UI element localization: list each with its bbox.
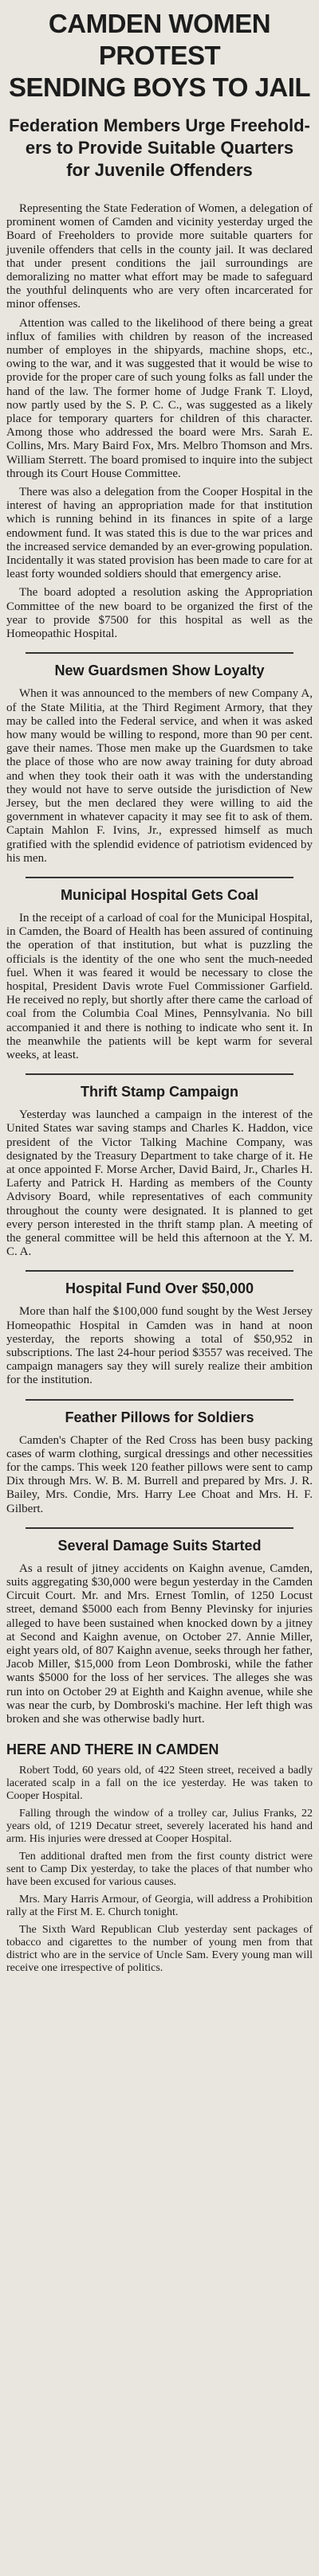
- section-heading: New Guardsmen Show Loyalty: [54, 663, 265, 679]
- headline: [6, 8, 313, 104]
- section-heading: HERE AND THERE IN CAMDEN: [6, 1741, 219, 1758]
- news-brief: The Sixth Ward Republican Club yesterday sent packages of tobacco and cigarettes to the number of young men from that district who are in the service of Uncle Sam. Every young man will receive one irrespective of politics.: [6, 1924, 313, 1975]
- section-paragraph: When it was announced to the members of new Company A, of the State Militia, at the Third Regiment Armory, that they may be called into the Federal service, and when it was asked how many would be willing to respond, more than 90 per cent. gave their names. Those men make up the Guardsmen to take the place of those who are now away training for duty abroad and when they took their oath it was with the understanding they would not have to serve outside the jurisdiction of New Jersey, but the men declared they were willing to aid the government in whatever capacity it may see fit to ask of them. Captain Mahlon F. Ivins, Jr., expressed himself as much gratified with the splendid evidence of patriotism evidenced by his men.: [6, 687, 313, 865]
- section-new-guardsmen: [6, 662, 313, 866]
- section-paragraph: More than half the $100,000 fund sought by the West Jersey Homeopathic Hospital in Camden was in hand at noon yesterday, the reports showing a total of $50,952 in subscriptions. The last 24-hour period $3557 was received. The campaign managers say they will surely realize their ambition for the institution.: [6, 1305, 313, 1387]
- news-brief: Mrs. Mary Harris Armour, of Georgia, will address a Prohibition rally at the First M. E. Church tonight.: [6, 1894, 313, 1919]
- section-heading: Several Damage Suits Started: [57, 1537, 262, 1554]
- deck-line-2: ers to Provide Suitable Quarters: [25, 138, 294, 158]
- news-brief: Falling through the window of a trolley car, Julius Franks, 22 years old, of 1219 Decatur street, severely lacerated his hand and arm. His injuries were dressed at Cooper Hospital.: [6, 1808, 313, 1846]
- section-paragraph: In the receipt of a carload of coal for the Municipal Hospital, in Camden, the Board of Health has been assured of continuing the operation of that institution, but what is puzzling the officials is the identity of the one who sent the much-needed fuel. When it was feared it would be necessary to close the hospital, President Davis wrote Fuel Commissioner Garfield. He received no reply, but shortly after there came the carload of coal from the Columbia Coal Mines, Pennsylvania. No bill accompanied it and there is nothing to indicate who sent it. In the meanwhile the patients will be kept warm for several weeks, at least.: [6, 911, 313, 1061]
- section-hospital-fund: [6, 1280, 313, 1387]
- headline-line-2: SENDING BOYS TO JAIL: [8, 72, 311, 102]
- lead-paragraph: Attention was called to the likelihood of there being a great influx of families with children by reason of the increased number of employes in the shipyards, machine shops, etc., owing to the war, and it was suggested that it would be wise to provide for the proper care of such young folks as fall under the hand of the law. The former home of Judge Frank T. Lloyd, now partly used by the S. P. C. C., was suggested as a likely place for temporary quarters for children of this character. Among those who addressed the board were Mrs. Sarah E. Collins, Mrs. Mary Baird Fox, Mrs. Melbro Thomson and Mrs. William Sterrett. The board promised to inquire into the subject through its Court House Committee.: [6, 316, 313, 480]
- deck-line-1: Federation Members Urge Freehold-: [9, 115, 310, 135]
- section-divider: [26, 1270, 293, 1272]
- headline-line-1: CAMDEN WOMEN PROTEST: [48, 9, 271, 70]
- section-thrift-stamp: [6, 1083, 313, 1259]
- section-paragraph: Camden's Chapter of the Red Cross has been busy packing cases of warm clothing, surgical dressings and other necessities for the camps. This week 120 feather pillows were sent to camp Dix through Mrs. W. B. M. Burrell and prepared by Mrs. J. R. Bailey, Mrs. Condie, Mrs. Harry Lee Choat and Mrs. H. F. Gilbert.: [6, 1433, 313, 1515]
- section-paragraph: Yesterday was launched a campaign in the interest of the United States war saving stamps and Charles K. Haddon, vice president of the Victor Talking Machine Company, was designated by the Treasury Department to take charge of it. He at once appointed F. Morse Archer, David Baird, Jr., Charles H. Laferty and Patrick H. Harding as members of the County Advisory Board, while representatives of each community throughout the county were designated. It is planned to get every person interested in the thrift stamp plan. A meeting of the general committee will be held this afternoon at the Y. M. C. A.: [6, 1108, 313, 1259]
- section-heading: Municipal Hospital Gets Coal: [60, 886, 259, 903]
- section-divider: [26, 652, 293, 654]
- lead-paragraph: There was also a delegation from the Cooper Hospital in the interest of having an appropriation made for that institution which is running behind in its finances in spite of a large endowment fund. It was stated this is due to the war prices and the increased service demanded by an ever-growing population. Incidentally it was stated provision has been made to care for at least forty wounded soldiers should that emergency arise.: [6, 486, 313, 581]
- news-brief: Ten additional drafted men from the first county district were sent to Camp Dix yesterday, to take the places of that number who have been excused for various causes.: [6, 1851, 313, 1889]
- section-damage-suits: [6, 1537, 313, 1726]
- section-paragraph: As a result of jitney accidents on Kaighn avenue, Camden, suits aggregating $30,000 were begun yesterday in the Camden Circuit Court. Mr. and Mrs. Ernest Tomlin, of 1250 Locust street, demand $5000 each from Benny Plevinsky for injuries alleged to have been sustained when knocked down by a jitney at Second and Kaighn avenue, on October 27. Annie Miller, eight years old, of 807 Kaighn avenue, seeks through her father, Jacob Miller, $15,000 from Leon Dombroski, while the father wants $5000 for the loss of her services. The alleges she was run into on October 29 at Eighth and Kaighn avenue, while she was near the curb, by Dombroski's machine. Her left thigh was broken and she was otherwise badly hurt.: [6, 1562, 313, 1726]
- section-divider: [26, 1073, 293, 1075]
- section-divider: [26, 1527, 293, 1529]
- news-brief: Robert Todd, 60 years old, of 422 Steen street, received a badly lacerated scalp in a fall on the ice yesterday. He was taken to Cooper Hospital.: [6, 1765, 313, 1803]
- section-feather-pillows: [6, 1409, 313, 1516]
- section-municipal-hospital: [6, 886, 313, 1062]
- section-here-and-there: [6, 1741, 313, 1975]
- section-divider: [26, 1399, 293, 1401]
- lead-article: [6, 202, 313, 641]
- subheadline-deck: [6, 115, 313, 182]
- section-heading: Thrift Stamp Campaign: [80, 1084, 238, 1100]
- lead-paragraph: Representing the State Federation of Women, a delegation of prominent women of Camden and vicinity yesterday urged the Board of Freeholders to provide more suitable quarters for juvenile offenders that cells in the county jail. It was declared that under present conditions the jail surroundings are demoralizing no matter what effort may be made to safeguard the youthful delinquents who are very often incarcerated for minor offenses.: [6, 202, 313, 311]
- section-heading: Feather Pillows for Soldiers: [65, 1409, 254, 1425]
- section-divider: [26, 877, 293, 878]
- section-heading: Hospital Fund Over $50,000: [65, 1280, 254, 1297]
- deck-line-3: for Juvenile Offenders: [66, 160, 253, 180]
- lead-paragraph: The board adopted a resolution asking the Appropriation Committee of the new board to be organized the first of the year to provide $7500 for this hospital as well as the Homeopathic Hospital.: [6, 586, 313, 641]
